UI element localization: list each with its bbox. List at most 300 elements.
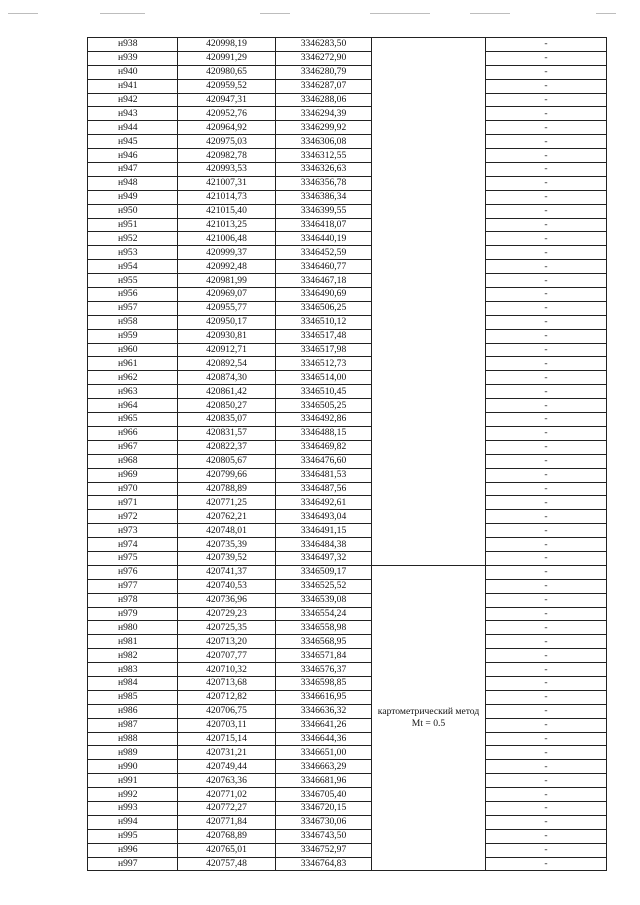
point-name-cell: н989 [88,746,178,760]
table-row [88,288,607,302]
x-coordinate-cell: 420771,02 [178,788,276,802]
x-coordinate-cell: 420999,37 [178,246,276,260]
precision-cell: - [486,371,607,385]
x-coordinate-cell: 420788,89 [178,482,276,496]
precision-cell: - [486,385,607,399]
x-coordinate-cell: 420952,76 [178,107,276,121]
point-name-cell: н991 [88,774,178,788]
x-coordinate-cell: 420715,14 [178,732,276,746]
x-coordinate-cell: 420736,96 [178,593,276,607]
y-coordinate-cell: 3346558,98 [276,621,372,635]
table-row [88,413,607,427]
table-row [88,107,607,121]
x-coordinate-cell: 420748,01 [178,524,276,538]
precision-cell: - [486,218,607,232]
table-row [88,232,607,246]
precision-cell: - [486,274,607,288]
precision-cell: - [486,107,607,121]
precision-cell: - [486,801,607,815]
x-coordinate-cell: 420731,21 [178,746,276,760]
table-row [88,440,607,454]
table-row [88,676,607,690]
table-row [88,301,607,315]
point-name-cell: н949 [88,190,178,204]
y-coordinate-cell: 3346509,17 [276,565,372,579]
table-row [88,649,607,663]
y-coordinate-cell: 3346484,38 [276,538,372,552]
coordinates-table [87,37,607,871]
point-name-cell: н977 [88,579,178,593]
precision-cell: - [486,51,607,65]
x-coordinate-cell: 421013,25 [178,218,276,232]
point-name-cell: н985 [88,690,178,704]
table-row [88,704,607,718]
precision-cell: - [486,454,607,468]
precision-cell: - [486,232,607,246]
point-name-cell: н993 [88,801,178,815]
x-coordinate-cell: 420771,84 [178,815,276,829]
y-coordinate-cell: 3346481,53 [276,468,372,482]
point-name-cell: н983 [88,663,178,677]
y-coordinate-cell: 3346636,32 [276,704,372,718]
point-name-cell: н996 [88,843,178,857]
point-name-cell: н957 [88,301,178,315]
y-coordinate-cell: 3346705,40 [276,788,372,802]
precision-cell: - [486,510,607,524]
precision-cell: - [486,440,607,454]
table-row [88,260,607,274]
y-coordinate-cell: 3346512,73 [276,357,372,371]
y-coordinate-cell: 3346492,61 [276,496,372,510]
x-coordinate-cell: 421006,48 [178,232,276,246]
table-row [88,538,607,552]
scan-artifact [260,13,290,14]
point-name-cell: н986 [88,704,178,718]
point-name-cell: н982 [88,649,178,663]
precision-cell: - [486,204,607,218]
y-coordinate-cell: 3346356,78 [276,176,372,190]
y-coordinate-cell: 3346514,00 [276,371,372,385]
table-row [88,621,607,635]
table-row [88,593,607,607]
x-coordinate-cell: 420740,53 [178,579,276,593]
x-coordinate-cell: 420892,54 [178,357,276,371]
x-coordinate-cell: 421007,31 [178,176,276,190]
point-name-cell: н980 [88,621,178,635]
x-coordinate-cell: 420998,19 [178,38,276,52]
table-row [88,329,607,343]
table-row [88,385,607,399]
point-name-cell: н947 [88,163,178,177]
precision-cell: - [486,551,607,565]
table-row [88,843,607,857]
precision-cell: - [486,496,607,510]
point-name-cell: н956 [88,288,178,302]
y-coordinate-cell: 3346505,25 [276,399,372,413]
scan-artifact [470,13,510,14]
table-row [88,190,607,204]
x-coordinate-cell: 420991,29 [178,51,276,65]
x-coordinate-cell: 420930,81 [178,329,276,343]
x-coordinate-cell: 420713,68 [178,676,276,690]
table-row [88,565,607,579]
table-row [88,732,607,746]
x-coordinate-cell: 420955,77 [178,301,276,315]
y-coordinate-cell: 3346287,07 [276,79,372,93]
y-coordinate-cell: 3346493,04 [276,510,372,524]
precision-cell: - [486,413,607,427]
point-name-cell: н964 [88,399,178,413]
precision-cell: - [486,676,607,690]
scan-artifact [370,13,430,14]
point-name-cell: н968 [88,454,178,468]
point-name-cell: н971 [88,496,178,510]
precision-cell: - [486,565,607,579]
table-row [88,718,607,732]
table-row [88,51,607,65]
point-name-cell: н987 [88,718,178,732]
y-coordinate-cell: 3346326,63 [276,163,372,177]
table-row [88,607,607,621]
point-name-cell: н963 [88,385,178,399]
table-row [88,579,607,593]
x-coordinate-cell: 420982,78 [178,149,276,163]
table-row [88,357,607,371]
method-cell: картометрический метод Mt = 0.5 [372,565,486,871]
y-coordinate-cell: 3346283,50 [276,38,372,52]
x-coordinate-cell: 420765,01 [178,843,276,857]
point-name-cell: н962 [88,371,178,385]
precision-cell: - [486,635,607,649]
x-coordinate-cell: 420772,27 [178,801,276,815]
table-row [88,79,607,93]
x-coordinate-cell: 420964,92 [178,121,276,135]
table-row [88,746,607,760]
y-coordinate-cell: 3346517,48 [276,329,372,343]
point-name-cell: н948 [88,176,178,190]
y-coordinate-cell: 3346299,92 [276,121,372,135]
x-coordinate-cell: 420912,71 [178,343,276,357]
x-coordinate-cell: 420993,53 [178,163,276,177]
point-name-cell: н970 [88,482,178,496]
x-coordinate-cell: 420874,30 [178,371,276,385]
y-coordinate-cell: 3346497,32 [276,551,372,565]
point-name-cell: н972 [88,510,178,524]
precision-cell: - [486,579,607,593]
y-coordinate-cell: 3346476,60 [276,454,372,468]
point-name-cell: н939 [88,51,178,65]
precision-cell: - [486,857,607,871]
precision-cell: - [486,301,607,315]
point-name-cell: н943 [88,107,178,121]
precision-cell: - [486,246,607,260]
y-coordinate-cell: 3346510,45 [276,385,372,399]
y-coordinate-cell: 3346681,96 [276,774,372,788]
precision-cell: - [486,649,607,663]
point-name-cell: н994 [88,815,178,829]
table-row [88,218,607,232]
x-coordinate-cell: 420835,07 [178,413,276,427]
x-coordinate-cell: 420739,52 [178,551,276,565]
y-coordinate-cell: 3346571,84 [276,649,372,663]
y-coordinate-cell: 3346306,08 [276,135,372,149]
y-coordinate-cell: 3346280,79 [276,65,372,79]
x-coordinate-cell: 420741,37 [178,565,276,579]
y-coordinate-cell: 3346616,95 [276,690,372,704]
point-name-cell: н955 [88,274,178,288]
x-coordinate-cell: 420707,77 [178,649,276,663]
x-coordinate-cell: 420861,42 [178,385,276,399]
point-name-cell: н954 [88,260,178,274]
scan-artifact [100,13,145,14]
y-coordinate-cell: 3346491,15 [276,524,372,538]
x-coordinate-cell: 421015,40 [178,204,276,218]
precision-cell: - [486,468,607,482]
scan-artifact [596,13,616,14]
y-coordinate-cell: 3346294,39 [276,107,372,121]
point-name-cell: н960 [88,343,178,357]
point-name-cell: н946 [88,149,178,163]
point-name-cell: н988 [88,732,178,746]
y-coordinate-cell: 3346452,59 [276,246,372,260]
point-name-cell: н981 [88,635,178,649]
table-row [88,454,607,468]
table-row [88,760,607,774]
y-coordinate-cell: 3346386,34 [276,190,372,204]
precision-cell: - [486,663,607,677]
point-name-cell: н959 [88,329,178,343]
precision-cell: - [486,176,607,190]
point-name-cell: н976 [88,565,178,579]
table-row [88,38,607,52]
x-coordinate-cell: 420768,89 [178,829,276,843]
x-coordinate-cell: 420822,37 [178,440,276,454]
point-name-cell: н969 [88,468,178,482]
table-row [88,93,607,107]
y-coordinate-cell: 3346440,19 [276,232,372,246]
table-row [88,774,607,788]
precision-cell: - [486,260,607,274]
table-row [88,857,607,871]
y-coordinate-cell: 3346487,56 [276,482,372,496]
y-coordinate-cell: 3346488,15 [276,426,372,440]
precision-cell: - [486,357,607,371]
point-name-cell: н967 [88,440,178,454]
precision-cell: - [486,538,607,552]
precision-cell: - [486,524,607,538]
precision-cell: - [486,760,607,774]
precision-cell: - [486,38,607,52]
table-row [88,663,607,677]
y-coordinate-cell: 3346644,36 [276,732,372,746]
table-row [88,482,607,496]
point-name-cell: н951 [88,218,178,232]
precision-cell: - [486,704,607,718]
x-coordinate-cell: 420763,36 [178,774,276,788]
point-name-cell: н944 [88,121,178,135]
table-row [88,371,607,385]
precision-cell: - [486,843,607,857]
point-name-cell: н984 [88,676,178,690]
y-coordinate-cell: 3346469,82 [276,440,372,454]
x-coordinate-cell: 420706,75 [178,704,276,718]
x-coordinate-cell: 420831,57 [178,426,276,440]
table-row [88,204,607,218]
y-coordinate-cell: 3346272,90 [276,51,372,65]
point-name-cell: н945 [88,135,178,149]
x-coordinate-cell: 420757,48 [178,857,276,871]
x-coordinate-cell: 420850,27 [178,399,276,413]
y-coordinate-cell: 3346730,06 [276,815,372,829]
precision-cell: - [486,135,607,149]
precision-cell: - [486,93,607,107]
y-coordinate-cell: 3346663,29 [276,760,372,774]
precision-cell: - [486,343,607,357]
x-coordinate-cell: 420729,23 [178,607,276,621]
y-coordinate-cell: 3346460,77 [276,260,372,274]
precision-cell: - [486,121,607,135]
point-name-cell: н950 [88,204,178,218]
point-name-cell: н941 [88,79,178,93]
x-coordinate-cell: 420703,11 [178,718,276,732]
precision-cell: - [486,718,607,732]
x-coordinate-cell: 420969,07 [178,288,276,302]
y-coordinate-cell: 3346506,25 [276,301,372,315]
y-coordinate-cell: 3346568,95 [276,635,372,649]
x-coordinate-cell: 420712,82 [178,690,276,704]
table-row [88,315,607,329]
point-name-cell: н997 [88,857,178,871]
x-coordinate-cell: 420713,20 [178,635,276,649]
point-name-cell: н973 [88,524,178,538]
precision-cell: - [486,315,607,329]
table-row [88,274,607,288]
table-row [88,121,607,135]
precision-cell: - [486,329,607,343]
table-row [88,65,607,79]
point-name-cell: н975 [88,551,178,565]
table-row [88,149,607,163]
y-coordinate-cell: 3346517,98 [276,343,372,357]
table-row [88,399,607,413]
y-coordinate-cell: 3346651,00 [276,746,372,760]
precision-cell: - [486,829,607,843]
point-name-cell: н961 [88,357,178,371]
x-coordinate-cell: 420980,65 [178,65,276,79]
y-coordinate-cell: 3346492,86 [276,413,372,427]
x-coordinate-cell: 420992,48 [178,260,276,274]
table-row [88,829,607,843]
precision-cell: - [486,482,607,496]
precision-cell: - [486,788,607,802]
point-name-cell: н974 [88,538,178,552]
x-coordinate-cell: 420981,99 [178,274,276,288]
precision-cell: - [486,288,607,302]
x-coordinate-cell: 420959,52 [178,79,276,93]
x-coordinate-cell: 420710,32 [178,663,276,677]
precision-cell: - [486,746,607,760]
y-coordinate-cell: 3346720,15 [276,801,372,815]
table-row [88,815,607,829]
precision-cell: - [486,774,607,788]
table-row [88,524,607,538]
y-coordinate-cell: 3346288,06 [276,93,372,107]
precision-cell: - [486,593,607,607]
point-name-cell: н953 [88,246,178,260]
y-coordinate-cell: 3346312,55 [276,149,372,163]
x-coordinate-cell: 420947,31 [178,93,276,107]
table-row [88,163,607,177]
precision-cell: - [486,190,607,204]
y-coordinate-cell: 3346510,12 [276,315,372,329]
x-coordinate-cell: 420950,17 [178,315,276,329]
precision-cell: - [486,79,607,93]
table-row [88,496,607,510]
table-row [88,426,607,440]
x-coordinate-cell: 420735,39 [178,538,276,552]
precision-cell: - [486,732,607,746]
table-row [88,246,607,260]
y-coordinate-cell: 3346399,55 [276,204,372,218]
coordinates-table-body [88,38,607,871]
table-row [88,468,607,482]
precision-cell: - [486,815,607,829]
table-row [88,135,607,149]
precision-cell: - [486,690,607,704]
precision-cell: - [486,65,607,79]
x-coordinate-cell: 420762,21 [178,510,276,524]
y-coordinate-cell: 3346743,50 [276,829,372,843]
point-name-cell: н952 [88,232,178,246]
point-name-cell: н992 [88,788,178,802]
point-name-cell: н995 [88,829,178,843]
table-row [88,788,607,802]
y-coordinate-cell: 3346418,07 [276,218,372,232]
point-name-cell: н938 [88,38,178,52]
y-coordinate-cell: 3346598,85 [276,676,372,690]
y-coordinate-cell: 3346525,52 [276,579,372,593]
x-coordinate-cell: 420805,67 [178,454,276,468]
point-name-cell: н979 [88,607,178,621]
scan-artifact [8,13,38,14]
x-coordinate-cell: 421014,73 [178,190,276,204]
point-name-cell: н966 [88,426,178,440]
table-row [88,176,607,190]
precision-cell: - [486,607,607,621]
y-coordinate-cell: 3346467,18 [276,274,372,288]
method-cell-blank [372,38,486,566]
x-coordinate-cell: 420799,66 [178,468,276,482]
point-name-cell: н942 [88,93,178,107]
point-name-cell: н990 [88,760,178,774]
point-name-cell: н958 [88,315,178,329]
table-row [88,801,607,815]
table-row [88,551,607,565]
y-coordinate-cell: 3346576,37 [276,663,372,677]
precision-cell: - [486,399,607,413]
table-row [88,343,607,357]
point-name-cell: н965 [88,413,178,427]
y-coordinate-cell: 3346554,24 [276,607,372,621]
precision-cell: - [486,621,607,635]
y-coordinate-cell: 3346490,69 [276,288,372,302]
precision-cell: - [486,163,607,177]
point-name-cell: н940 [88,65,178,79]
precision-cell: - [486,426,607,440]
table-row [88,690,607,704]
table-row [88,635,607,649]
x-coordinate-cell: 420975,03 [178,135,276,149]
